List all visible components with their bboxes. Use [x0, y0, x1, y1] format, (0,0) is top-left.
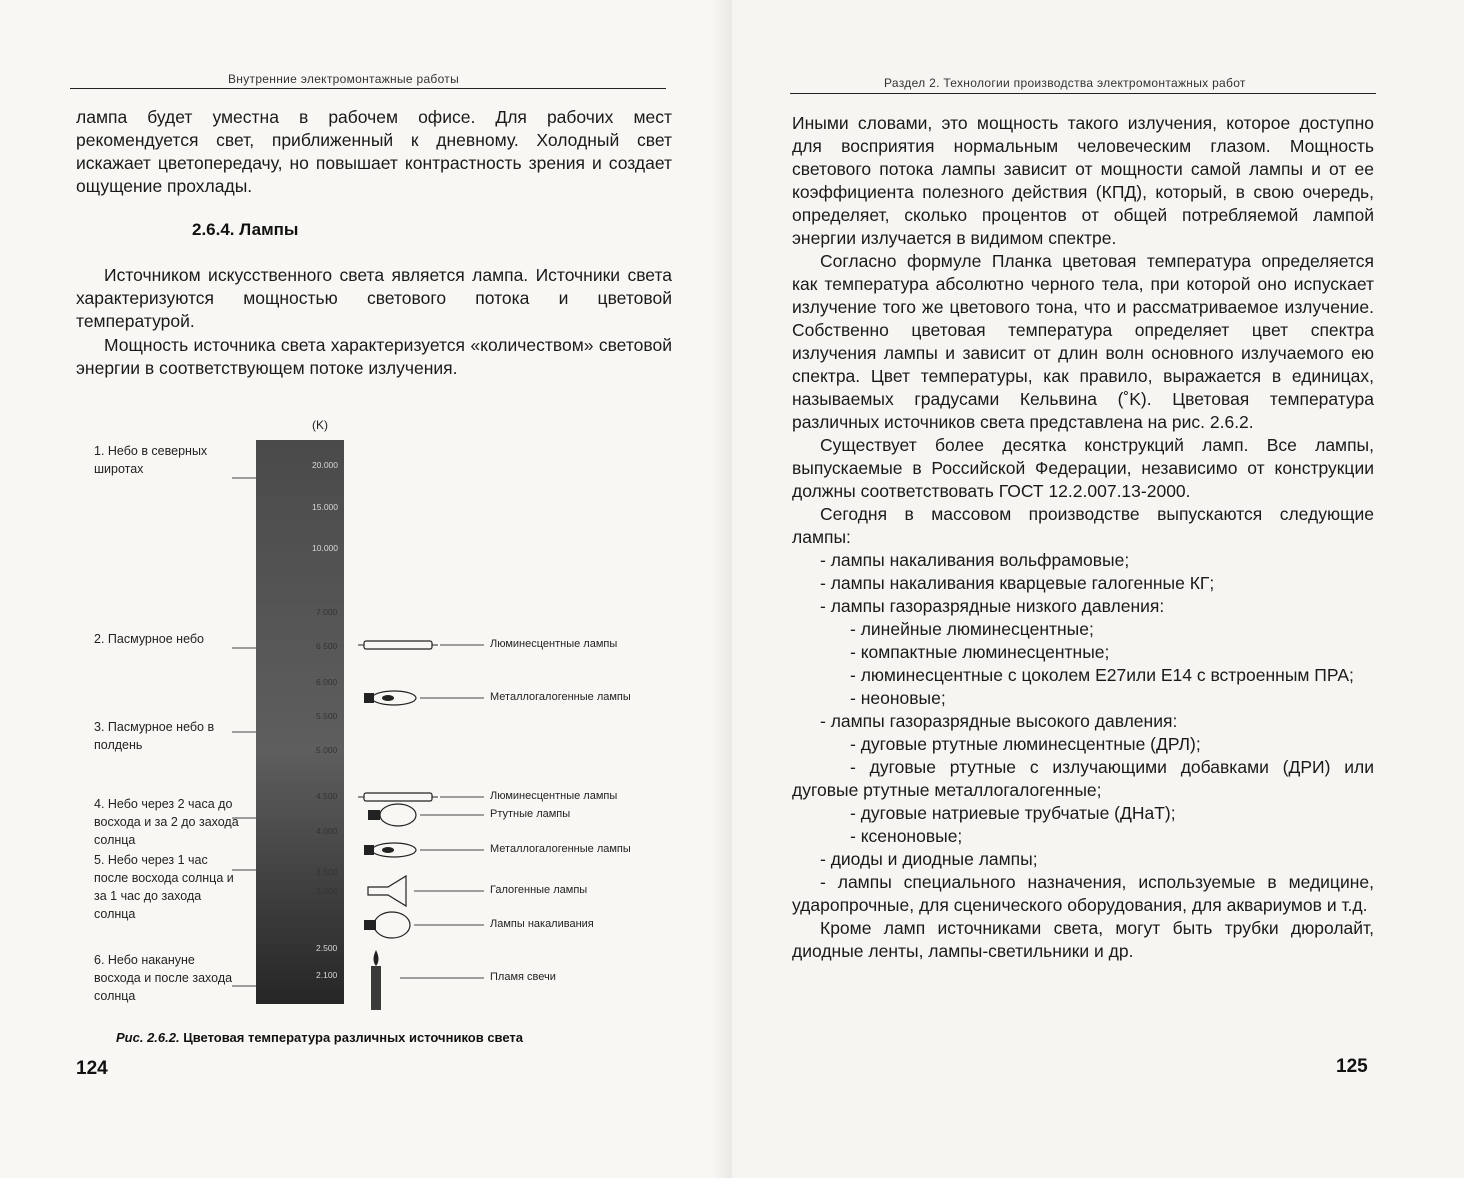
paragraph-left-1: Источником искусственного света является лампа. Источники света характеризуются мощностью светового потока и цветовой температурой. Мощность источника света характеризуется «количеством» световой энергии в соответствующем потоке излучения.	[76, 265, 672, 378]
kelvin-label: 5.500	[316, 711, 338, 721]
kelvin-label: 3.000	[316, 886, 338, 896]
sky-label: 3. Пасмурное небо в полдень	[94, 720, 215, 752]
lamp-label: Ртутные лампы	[490, 808, 571, 820]
running-head-right: Раздел 2. Технологии производства электромонтажных работ	[884, 76, 1246, 90]
right-text-column	[792, 112, 1374, 963]
lamp-label: Пламя свечи	[490, 971, 556, 983]
fluorescent-tube-icon	[358, 793, 438, 801]
lamp-types-list	[792, 549, 1374, 917]
sky-label: 5. Небо через 1 час после восхода солнца и за 1 час до захода солнца	[94, 853, 234, 921]
paragraph-intro: лампа будет уместна в рабочем офисе. Для рабочих мест рекомендуется свет, приближенный к дневному. Холодный свет искажает цветопередачу, но повышает контрастность зрения и создает ощущение прохлады.	[76, 107, 672, 196]
candle-icon	[371, 950, 381, 1010]
kelvin-label: 2.100	[316, 970, 338, 980]
header-rule-right	[790, 93, 1376, 94]
kelvin-label: 4.000	[316, 826, 338, 836]
metal-halide-lamp-icon	[364, 843, 416, 857]
kelvin-unit: (K)	[312, 418, 328, 432]
kelvin-label: 4.500	[316, 791, 338, 801]
kelvin-label: 6 500	[316, 641, 338, 651]
caption-text: Цветовая температура различных источников света	[183, 1030, 524, 1045]
lamp-label: Металлогалогенные лампы	[490, 843, 631, 855]
paragraph-right-1: Иными словами, это мощность такого излучения, которое доступно для восприятия нормальным человеческим глазом. Мощность светового потока лампы зависит от мощности самой лампы и от ее коэффициента полезного действия (КПД), который, в свою очередь, определяет, сколько процентов от общей потребляемой лампой энергии излучается в видимом спектре.	[792, 113, 1374, 248]
paragraph-right-5: Кроме ламп источниками света, могут быть трубки дюролайт, диодные ленты, лампы-светильники и др.	[792, 918, 1374, 961]
kelvin-label: 20.000	[312, 460, 338, 470]
caption-label: Рис. 2.6.2.	[116, 1030, 180, 1045]
figure-caption	[116, 1030, 523, 1045]
page-number-right: 125	[1336, 1056, 1368, 1077]
paragraph-right-4: Сегодня в массовом производстве выпускаются следующие лампы:	[792, 504, 1374, 547]
kelvin-label: 3.500	[316, 867, 338, 877]
kelvin-label: 15.000	[312, 502, 338, 512]
sky-label: 2. Пасмурное небо	[94, 632, 204, 646]
paragraph-right-3: Существует более десятка конструкций ламп. Все лампы, выпускаемые в Российской Федерации, независимо от конструкции должны соответствовать ГОСТ 12.2.007.13-2000.	[792, 435, 1374, 501]
metal-halide-lamp-icon	[364, 691, 416, 705]
paragraph-right-2: Согласно формуле Планка цветовая температура определяется как температура абсолютно черного тела, при которой оно испускает излучение того же цветового тона, что и рассматриваемое излучение. Собственно цветовая температура определяет цвет спектра излучения лампы и зависит от длин волн основного излучаемого ею спектра. Цвет температуры, как правило, выражается в единицах, называемых градусами Кельвина (˚K). Цветовая температура различных источников света представлена на рис. 2.6.2.	[792, 251, 1374, 432]
sky-label: 6. Небо накануне восхода и после захода солнца	[94, 953, 233, 1003]
lamp-label: Лампы накаливания	[490, 918, 594, 930]
list-item: - дуговые ртутные с излучающими добавками (ДРИ) или дуговые ртутные металлогалогенные;	[792, 757, 1374, 800]
list-item: - люминесцентные с цоколем Е27или Е14 с встроенным ПРА;	[850, 665, 1354, 685]
temperature-bar	[256, 440, 344, 1004]
list-item: - неоновые;	[850, 688, 946, 708]
list-item: - лампы накаливания вольфрамовые;	[820, 550, 1130, 570]
halogen-lamp-icon	[368, 876, 406, 906]
mercury-lamp-icon	[368, 804, 416, 826]
lamp-label: Люминесцентные лампы	[490, 790, 618, 802]
sky-label: 4. Небо через 2 часа до восхода и за 2 до захода солнца	[94, 797, 239, 847]
incandescent-bulb-icon	[364, 912, 410, 938]
right-page	[732, 0, 1464, 1178]
list-item: - лампы специального назначения, используемые в медицине, ударопрочные, для сценического оборудования, для аквариумов и т.д.	[792, 872, 1374, 915]
kelvin-label: 5.000	[316, 745, 338, 755]
kelvin-label: 6.000	[316, 677, 338, 687]
list-item: - компактные люминесцентные;	[850, 642, 1110, 662]
list-item: - дуговые натриевые трубчатые (ДНаТ);	[850, 803, 1176, 823]
list-item: - лампы газоразрядные высокого давления:	[820, 711, 1178, 731]
section-heading: 2.6.4. Лампы	[192, 220, 299, 239]
lamp-label: Галогенные лампы	[490, 884, 588, 896]
running-head-left: Внутренние электромонтажные работы	[228, 72, 460, 86]
kelvin-label: 7.000	[316, 607, 338, 617]
list-item: - линейные люминесцентные;	[850, 619, 1094, 639]
list-item: - ксеноновые;	[850, 826, 963, 846]
page-number-left: 124	[76, 1058, 108, 1079]
sky-label: 1. Небо в северных широтах	[94, 444, 208, 476]
lamp-label: Металлогалогенные лампы	[490, 691, 631, 703]
list-item: - диоды и диодные лампы;	[820, 849, 1038, 869]
kelvin-label: 10.000	[312, 543, 338, 553]
list-item: - дуговые ртутные люминесцентные (ДРЛ);	[850, 734, 1201, 754]
list-item: - лампы накаливания кварцевые галогенные КГ;	[820, 573, 1215, 593]
lamp-label: Люминесцентные лампы	[490, 638, 618, 650]
fluorescent-tube-icon	[358, 641, 438, 649]
kelvin-label: 2.500	[316, 943, 338, 953]
list-item: - лампы газоразрядные низкого давления:	[820, 596, 1165, 616]
